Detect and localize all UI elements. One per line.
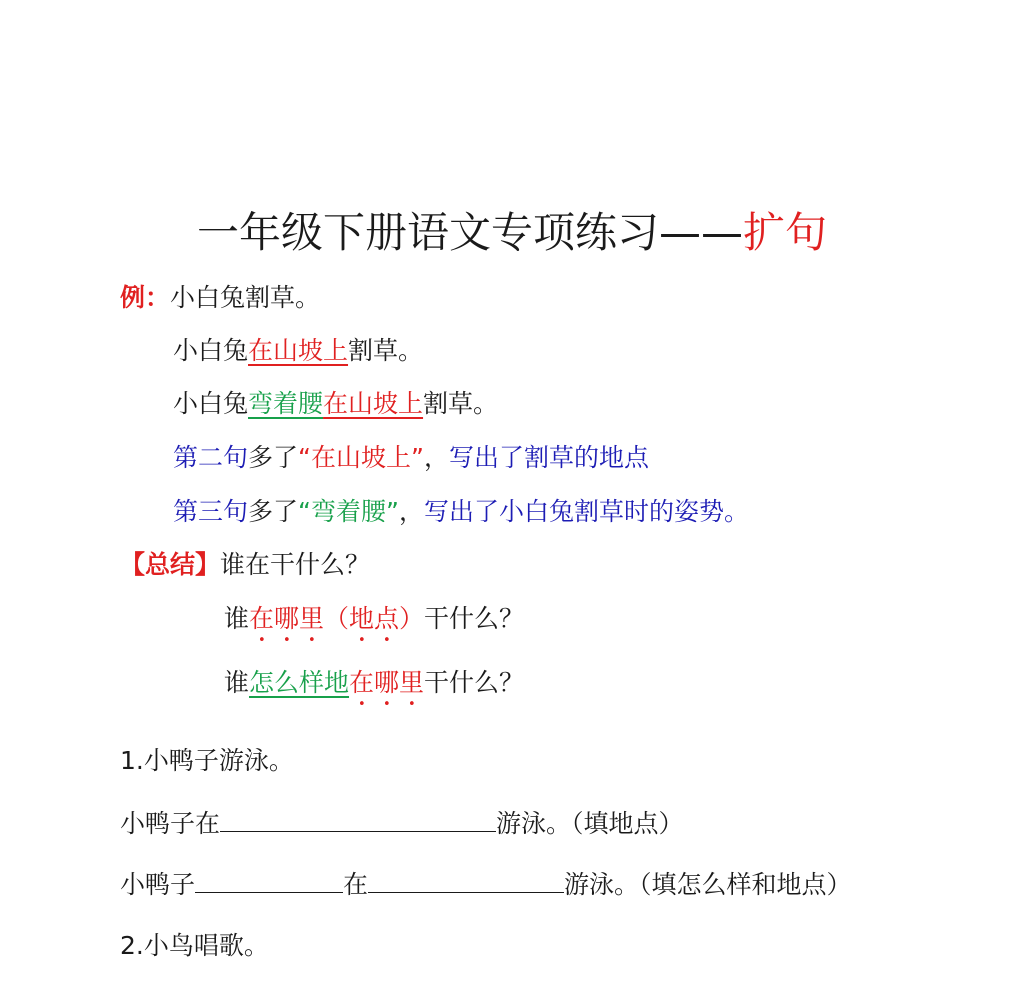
page-title	[0, 205, 1024, 261]
note2-d: ，	[398, 497, 424, 526]
s2-subject: 小白兔	[173, 336, 249, 365]
exercise-1b	[120, 866, 852, 903]
example-note-1	[173, 440, 649, 476]
example-label: 例：	[120, 283, 171, 312]
p3-who: 谁	[224, 668, 250, 697]
s3-manner: 弯着腰	[248, 389, 324, 418]
summary-line-2	[224, 601, 524, 648]
note2-c: “弯着腰”	[298, 497, 399, 526]
summary-pattern-1: 谁在干什么？	[220, 550, 371, 579]
exercise-1-title: 1.小鸭子游泳。	[120, 746, 294, 775]
p2-where: 在哪里（地点）	[249, 604, 425, 633]
example-line-2	[173, 333, 423, 369]
example-line-1	[120, 280, 320, 316]
q1a-pre: 小鸭子在	[120, 809, 221, 838]
s3-subject: 小白兔	[173, 389, 249, 418]
note2-a: 第三句	[173, 497, 249, 526]
p3-how: 怎么样地	[249, 668, 350, 697]
note1-c: “在山坡上”	[298, 443, 424, 472]
blank-location[interactable]	[368, 866, 564, 893]
summary-line-3	[224, 665, 524, 712]
summary-label: 【总结】	[120, 550, 221, 579]
summary-line-1	[120, 547, 370, 583]
example-line-3	[173, 386, 498, 422]
blank-place[interactable]	[220, 805, 496, 832]
s3-rest: 割草。	[423, 389, 499, 418]
q1b-post: 游泳。（填怎么样和地点）	[564, 870, 852, 899]
note1-b: 多了	[248, 443, 299, 472]
s3-place: 在山坡上	[323, 389, 424, 418]
note2-b: 多了	[248, 497, 299, 526]
q1a-post: 游泳。（填地点）	[496, 809, 684, 838]
title-highlight: 扩句	[743, 208, 828, 257]
blank-manner[interactable]	[195, 866, 343, 893]
exercise-1a	[120, 805, 684, 842]
p2-who: 谁	[224, 604, 250, 633]
s2-rest: 割草。	[348, 336, 424, 365]
q1b-pre: 小鸭子	[120, 870, 196, 899]
note2-e: 写出了小白兔割草时的姿势。	[423, 497, 749, 526]
title-main: 一年级下册语文专项练习——	[196, 208, 743, 257]
note1-d: ，	[423, 443, 449, 472]
q1b-mid: 在	[343, 870, 369, 899]
example-sentence-1: 小白兔割草。	[170, 283, 321, 312]
note1-e: 写出了割草的地点	[448, 443, 649, 472]
p3-rest: 干什么？	[424, 668, 525, 697]
exercise-2-title: 2.小鸟唱歌。	[120, 931, 269, 960]
s2-place: 在山坡上	[248, 336, 349, 365]
example-note-2	[173, 494, 749, 530]
note1-a: 第二句	[173, 443, 249, 472]
p2-rest: 干什么？	[424, 604, 525, 633]
p3-where: 在哪里	[349, 668, 425, 697]
